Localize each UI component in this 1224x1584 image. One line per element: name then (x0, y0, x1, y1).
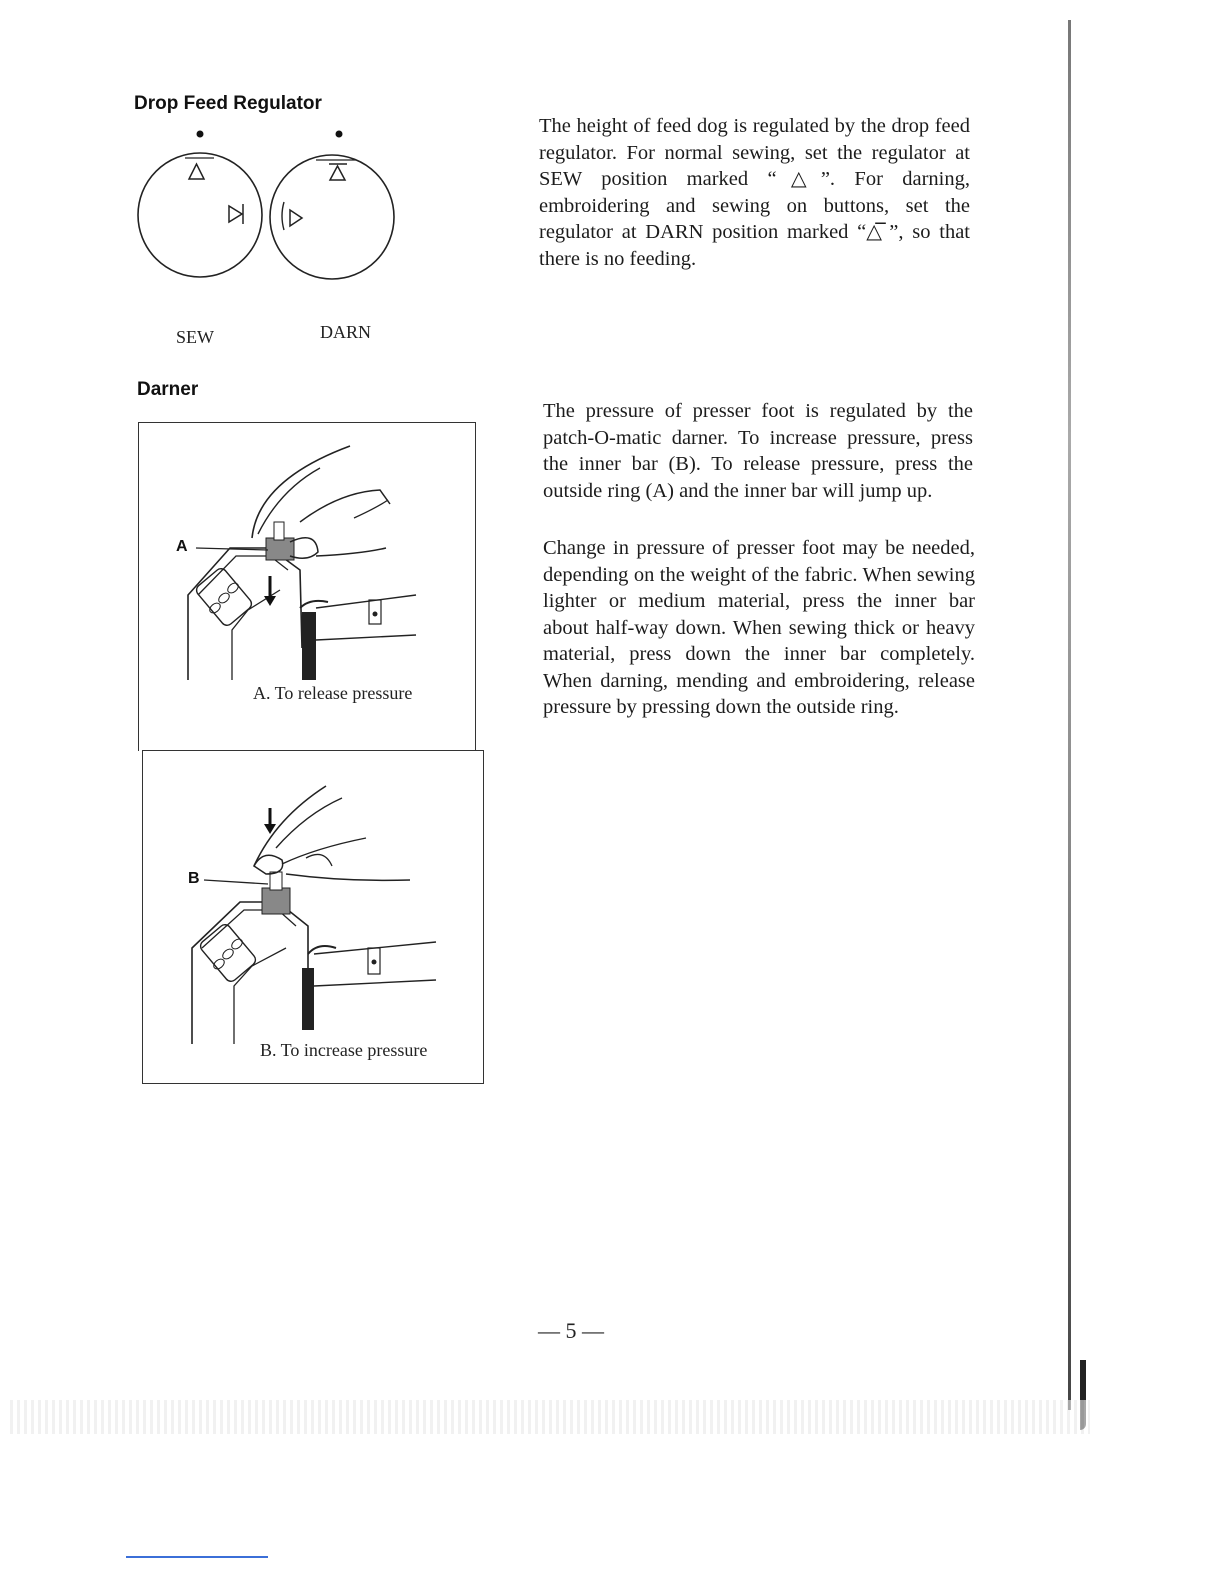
darn-label: DARN (320, 322, 372, 342)
darner-heading: Darner (137, 379, 199, 400)
figure-b-caption: B. To increase pressure (260, 1040, 428, 1060)
scan-noise-bottom (10, 1400, 1090, 1434)
figure-b-illustration (146, 778, 476, 1044)
drop-feed-heading: Drop Feed Regulator (134, 93, 322, 114)
callout-a: A (176, 538, 188, 555)
drop-feed-dials (126, 128, 406, 288)
darner-text-2: Change in pressure of presser foot may be needed, depending on the weight of the fabric. When sewing lighter or medium material, press the inner bar about half-way down. When sewing thick or heavy material, press down the inner bar completely. When darning, mending and embroidering, release pressure by pressing down the outside ring. (543, 537, 975, 718)
scan-edge-right (1068, 20, 1071, 1410)
page-number: — 5 — (538, 1318, 604, 1343)
darner-text-1: The pressure of presser foot is regulated by the patch-O-matic darner. To increase pressure, press the inner bar (B). To release pressure, press the outside ring (A) and the inner bar will jump up. (543, 400, 973, 502)
drop-feed-text: The height of feed dog is regulated by the drop feed regulator. For normal sewing, set the regulator at SEW position marked “△”. For darning, embroidering and sewing on buttons, set the regulator at DARN position marked “△̅”, so that there is no feeding. (539, 115, 970, 270)
callout-b: B (188, 870, 200, 887)
scan-blue-line (126, 1556, 268, 1558)
sew-dial-icon (138, 131, 262, 278)
sew-label: SEW (176, 327, 214, 347)
darn-dial-icon (270, 131, 394, 280)
figure-a-caption: A. To release pressure (253, 683, 413, 703)
figure-a-illustration (140, 430, 470, 680)
